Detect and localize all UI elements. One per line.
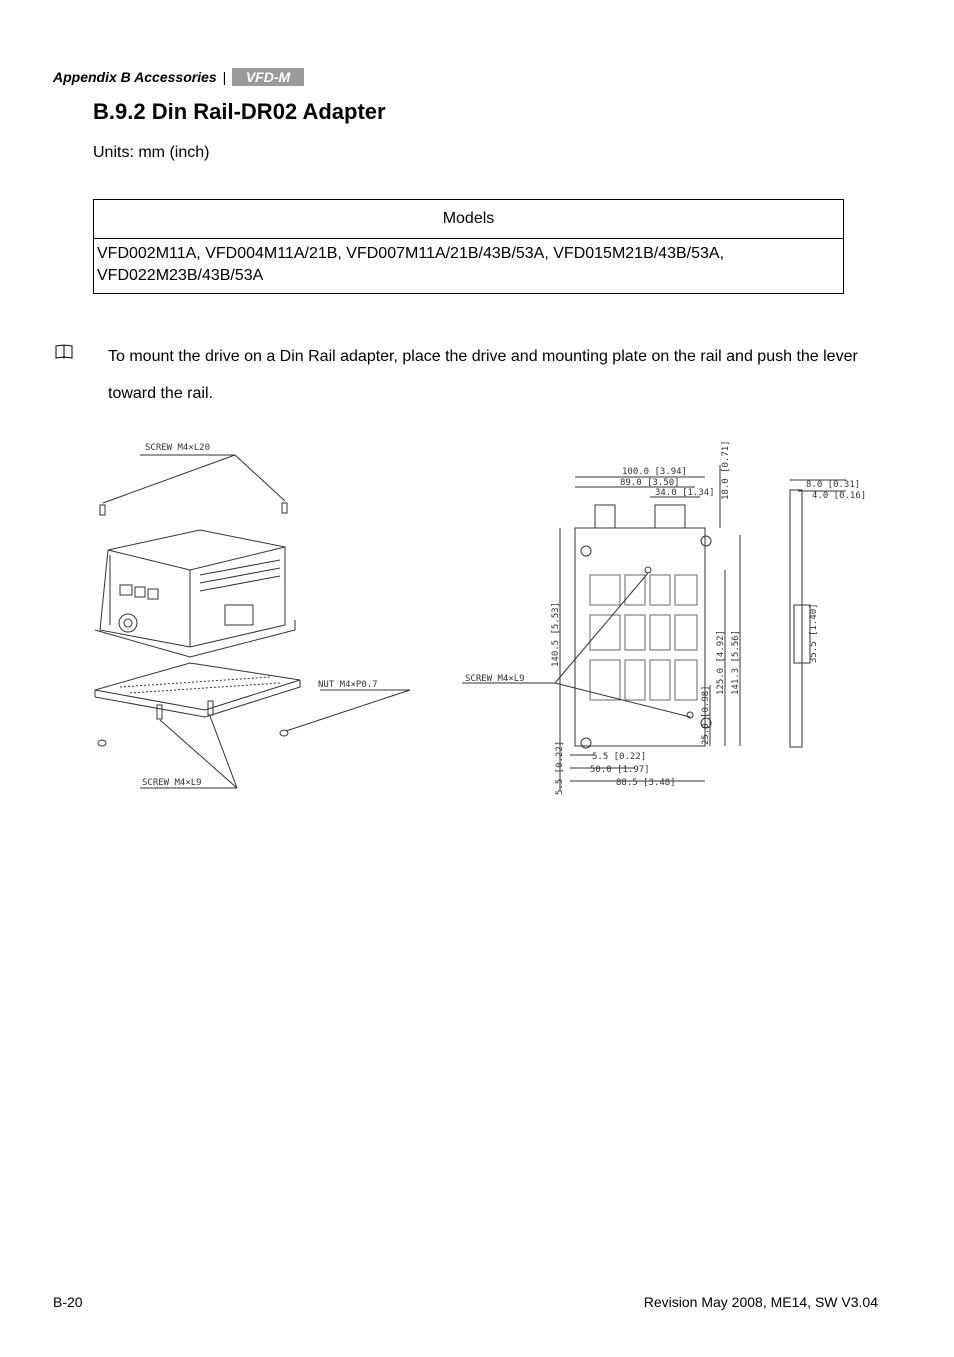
label-screw-top: SCREW M4×L20 — [145, 443, 211, 453]
dim-88: 88.5 [3.48] — [616, 778, 676, 788]
running-header — [53, 68, 304, 86]
dim-8: 8.0 [0.31] — [806, 480, 861, 490]
mounting-instruction: To mount the drive on a Din Rail adapter, place the drive and mounting plate on the rail and push the lever toward the rail. — [108, 348, 858, 402]
models-table — [93, 199, 844, 294]
dim-100: 100.0 [3.94] — [622, 467, 688, 477]
plate-front-view-drawing — [462, 465, 846, 790]
revision-info: Revision May 2008, ME14, SW V3.04 — [643, 1294, 878, 1310]
label-screw-plate: SCREW M4×L9 — [465, 674, 525, 684]
dim-18: 18.0 [0.71] — [721, 440, 731, 500]
section-title: B.9.2 Din Rail-DR02 Adapter — [93, 99, 386, 124]
page-number: B-20 — [53, 1294, 83, 1310]
label-screw-bottom: SCREW M4×L9 — [142, 778, 202, 788]
logo-text: VFD-M — [246, 69, 291, 85]
vfd-m-logo — [232, 68, 304, 86]
dim-4: 4.0 [0.16] — [812, 491, 867, 501]
units-note: Units: mm (inch) — [93, 144, 210, 161]
dim-25: 25.0 [0.98] — [701, 685, 711, 745]
book-icon — [55, 344, 73, 360]
dim-35: 35.5 [1.40] — [809, 603, 819, 663]
models-cell: VFD002M11A, VFD004M11A/21B, VFD007M11A/21B/43B/53A, VFD015M21B/43B/53A, VFD022M23B/43B/53A — [94, 239, 844, 294]
dim-89: 89.0 [3.50] — [620, 478, 680, 488]
din-rail-adapter-drawing — [90, 435, 870, 805]
dim-140: 140.5 [5.53] — [551, 601, 561, 667]
models-header: Models — [94, 200, 844, 239]
dim-50: 50.0 [1.97] — [590, 765, 650, 775]
dim-5-5-vertical: 5.5 [0.22] — [555, 740, 565, 795]
header-section: Appendix B Accessories — [53, 69, 217, 85]
header-separator: | — [222, 69, 227, 85]
dim-34: 34.0 [1.34] — [655, 488, 715, 498]
dim-141: 141.3 [5.56] — [731, 629, 741, 695]
dim-125: 125.0 [4.92] — [716, 629, 726, 695]
label-nut: NUT M4×P0.7 — [318, 680, 378, 690]
dim-5-5: 5.5 [0.22] — [592, 752, 647, 762]
drive-body-drawing — [95, 455, 410, 788]
